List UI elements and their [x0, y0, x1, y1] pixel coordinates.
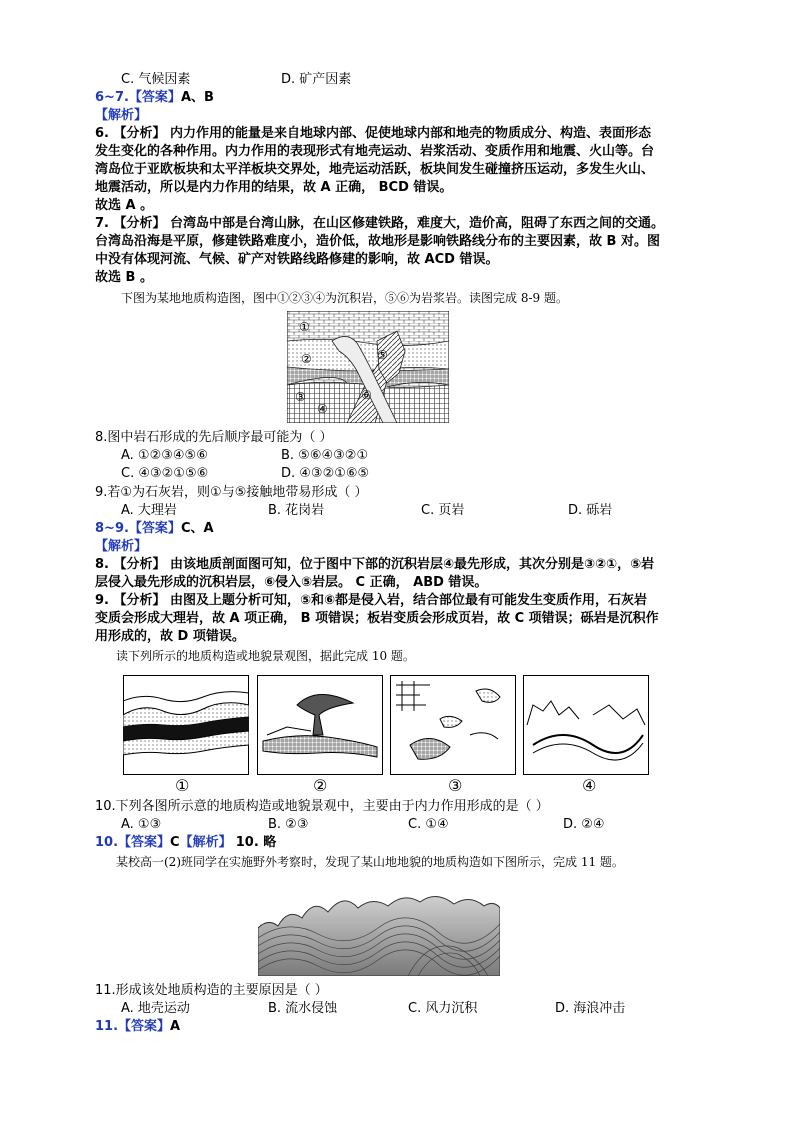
answer-tag: 【答案】 — [128, 90, 181, 105]
label-3: ③ — [295, 390, 306, 404]
answer-prefix: 8~9. — [95, 521, 129, 536]
analysis-6-line-3: 湾岛位于亚欧板块和太平洋板块交界处，地壳运动活跃，板块间发生碰撞挤压运动，多发生火山、 — [95, 162, 655, 177]
analysis-7-line-3: 中没有体现河流、气候、矿产对铁路线路修建的影响，故 ACD 错误。 — [95, 252, 499, 267]
analysis-value: 10. 略 — [235, 835, 277, 850]
answer-value: A — [170, 1019, 181, 1034]
intro-10: 读下列所示的地质构造或地貌景观图，据此完成 10 题。 — [116, 649, 415, 663]
q9-option-b: B. 花岗岩 — [268, 503, 325, 518]
analysis-8-9-line-5: 用形成的，故 D 项错误。 — [95, 629, 245, 644]
answer-line-11 — [95, 1019, 180, 1035]
answer-tag: 【答案】 — [128, 521, 181, 536]
answer-line-10 — [95, 835, 276, 851]
q10-stem: 10.下列各图所示意的地质构造或地貌景观中，主要由于内力作用形成的是（ ） — [95, 799, 549, 814]
q10-option-c: C. ①④ — [408, 817, 449, 832]
panel-caption-3: ③ — [448, 776, 463, 795]
landform-panel-4 — [523, 675, 649, 775]
analysis-6-line-4: 地震活动，所以是内力作用的结果，故 A 正确， BCD 错误。 — [95, 180, 453, 195]
q11-option-b: B. 流水侵蚀 — [268, 1001, 338, 1016]
geologic-section-figure — [287, 311, 449, 423]
q9-option-a: A. 大理岩 — [121, 503, 177, 518]
q11-option-d: D. 海浪冲击 — [555, 1001, 626, 1016]
answer-value: A、B — [180, 90, 214, 105]
analysis-7-line-4: 故选 B 。 — [95, 270, 153, 285]
q9-option-d: D. 砾岩 — [568, 503, 613, 518]
q5-option-d: D. 矿产因素 — [281, 72, 352, 87]
analysis-8-9-line-1: 8. 【分析】 由该地质剖面图可知，位于图中下部的沉积岩层④最先形成，其次分别是③②①，⑤岩 — [95, 557, 655, 572]
q11-option-a: A. 地壳运动 — [121, 1001, 190, 1016]
analysis-tag-6-7: 【解析】 — [95, 108, 148, 123]
answer-prefix: 11. — [95, 1019, 119, 1034]
q8-stem: 8.图中岩石形成的先后顺序最可能为（ ） — [95, 430, 333, 445]
label-4: ④ — [317, 402, 328, 416]
q10-option-b: B. ②③ — [268, 817, 309, 832]
label-5: ⑤ — [377, 348, 388, 362]
answer-value: C、A — [180, 521, 214, 536]
analysis-tag: 【解析】 — [179, 835, 232, 850]
analysis-8-9-line-3: 9. 【分析】 由图及上题分析可知，⑤和⑥都是侵入岩，结合部位最有可能发生变质作用，石灰岩 — [95, 593, 648, 608]
panel-caption-1: ① — [175, 776, 190, 795]
q11-option-c: C. 风力沉积 — [408, 1001, 478, 1016]
answer-tag: 【答案】 — [118, 835, 171, 850]
panel-caption-2: ② — [313, 776, 328, 795]
answer-line-8-9 — [95, 521, 214, 537]
analysis-7-line-1: 7. 【分析】 台湾岛中部是台湾山脉，在山区修建铁路，难度大，造价高，阻碍了东西之间的交通。 — [95, 216, 665, 231]
analysis-tag-8-9: 【解析】 — [95, 539, 148, 554]
q9-stem: 9.若①为石灰岩，则①与⑤接触地带易形成（ ） — [95, 485, 368, 500]
q8-option-d: D. ④③②①⑥⑤ — [281, 466, 370, 481]
q10-option-d: D. ②④ — [563, 817, 605, 832]
q9-option-c: C. 页岩 — [421, 503, 465, 518]
label-6: ⑥ — [361, 388, 372, 402]
analysis-7-line-2: 台湾岛沿海是平原，修建铁路难度小，造价低，故地形是影响铁路线分布的主要因素，故 B 对。图 — [95, 234, 660, 249]
answer-value: C — [170, 835, 180, 850]
landform-panel-2 — [257, 675, 383, 775]
analysis-6-line-2: 发生变化的各种作用。内力作用的表现形式有地壳运动、岩浆活动、变质作用和地震、火山等。台 — [95, 144, 655, 159]
q11-stem: 11.形成该处地质构造的主要原因是（ ） — [95, 983, 328, 998]
q8-option-a: A. ①②③④⑤⑥ — [121, 448, 208, 463]
q8-option-b: B. ⑤⑥④③②① — [281, 448, 369, 463]
landform-panel-3 — [390, 675, 516, 775]
analysis-8-9-line-4: 变质会形成大理岩，故 A 项正确， B 项错误；板岩变质会形成页岩，故 C 项错误；砾岩是沉积作 — [95, 611, 659, 626]
answer-prefix: 10. — [95, 835, 119, 850]
label-2: ② — [301, 352, 312, 366]
analysis-6-line-5: 故选 A 。 — [95, 198, 154, 213]
intro-8-9: 下图为某地地质构造图，图中①②③④为沉积岩，⑤⑥为岩浆岩。读图完成 8-9 题。 — [121, 291, 568, 305]
intro-11: 某校高一(2)班同学在实施野外考察时，发现了某山地地貌的地质构造如下图所示，完成 11 题。 — [116, 855, 624, 869]
q10-option-a: A. ①③ — [121, 817, 162, 832]
landform-panel-1 — [123, 675, 249, 775]
answer-tag: 【答案】 — [118, 1019, 171, 1034]
panel-caption-4: ④ — [582, 776, 597, 795]
folded-strata-figure — [258, 888, 500, 976]
analysis-6-line-1: 6. 【分析】 内力作用的能量是来自地球内部、促使地球内部和地壳的物质成分、构造、表面形态 — [95, 126, 652, 141]
q5-option-c: C. 气候因素 — [121, 72, 191, 87]
analysis-8-9-line-2: 层侵入最先形成的沉积岩层，⑥侵入⑤岩层。 C 正确， ABD 错误。 — [95, 575, 488, 590]
answer-prefix: 6~7. — [95, 90, 129, 105]
answer-line-6-7 — [95, 90, 214, 106]
q8-option-c: C. ④③②①⑤⑥ — [121, 466, 209, 481]
label-1: ① — [299, 320, 310, 334]
